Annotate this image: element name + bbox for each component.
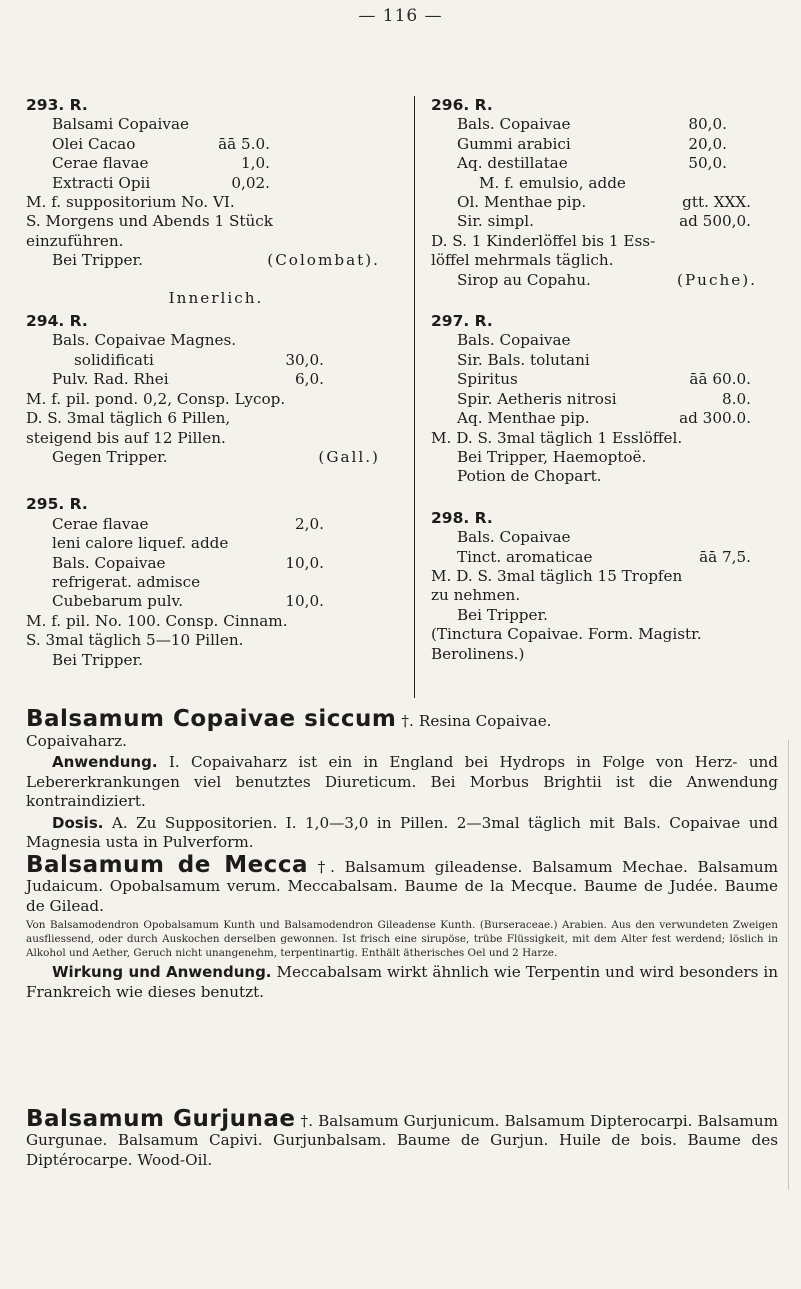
- ingredient-amount: 20,0.: [688, 134, 727, 153]
- ingredient-amount: āā 60.0.: [689, 370, 751, 389]
- recipe-number: 293. R.: [26, 96, 88, 114]
- recipe-number: 294. R.: [26, 312, 88, 331]
- synonyms: Copaivaharz.: [26, 732, 127, 750]
- recipe-number: 295. R.: [26, 495, 88, 514]
- ingredient-row: [26, 515, 324, 534]
- use-row: [26, 448, 380, 467]
- instruction: löffel mehrmals täglich.: [431, 251, 614, 270]
- author: (Puche).: [677, 270, 757, 289]
- ingredient-name: Cerae flavae: [52, 154, 149, 173]
- use-row: [26, 251, 380, 270]
- ingredient-row: [431, 548, 751, 567]
- recipe-296: [431, 96, 783, 290]
- ingredient-amount: ad 500,0.: [679, 212, 751, 231]
- instruction: zu nehmen.: [431, 586, 521, 605]
- ingredient-row: [26, 592, 324, 611]
- indication: Sirop au Copahu.: [457, 270, 591, 289]
- ingredient: Bals. Copaivae: [457, 331, 571, 350]
- synonyms: Balsamum gileadense. Balsamum Mechae. Balsamum Judaicum. Opobalsamum verum. Meccabalsam. Baume de la Mecque. Baume de Judée. Baume de Gilead.: [26, 858, 779, 915]
- ingredient-row: [431, 390, 751, 409]
- ingredient-name: Aq. destillatae: [457, 154, 568, 173]
- ingredient-amount: 2,0.: [295, 514, 324, 533]
- instruction: S. 3mal täglich 5—10 Pillen.: [26, 631, 244, 650]
- ingredient: refrigerat. admisce: [52, 572, 201, 591]
- ingredient: Bals. Copaivae: [457, 528, 571, 547]
- ingredient-amount: 80,0.: [688, 115, 727, 134]
- section-heading: Balsamum de Mecca: [26, 852, 308, 878]
- instruction: S. Morgens und Abends 1 Stück: [26, 212, 273, 231]
- ingredient: leni calore liquef. adde: [52, 534, 229, 553]
- section-mecca: [26, 852, 779, 1002]
- indication: Bei Tripper.: [52, 251, 143, 270]
- ingredient-row: [431, 370, 751, 389]
- section-copaivae-siccum: [26, 706, 778, 852]
- ingredient-amount: 10,0.: [285, 592, 324, 611]
- instruction: M. D. S. 3mal täglich 15 Tropfen: [431, 566, 683, 585]
- ingredient-amount: āā 7,5.: [699, 547, 751, 566]
- section-intro: [26, 1106, 779, 1170]
- recipe-297: [431, 312, 783, 487]
- recipe-298: [431, 509, 783, 664]
- ingredient-amount: 8.0.: [722, 389, 751, 408]
- instruction: steigend bis auf 12 Pillen.: [26, 428, 226, 447]
- ingredient-amount: 1,0.: [241, 154, 270, 173]
- ingredient-row: [431, 115, 727, 134]
- ingredient-name: solidificati: [74, 350, 154, 369]
- ingredient-amount: 6,0.: [295, 370, 324, 389]
- ingredient-row: [26, 135, 270, 154]
- ingredient-row: [26, 154, 270, 173]
- ingredient-amount: 0,02.: [231, 173, 270, 192]
- paragraph-dosis: [26, 814, 778, 853]
- ingredient-amount: āā 5.0.: [218, 134, 270, 153]
- use-row: [431, 271, 757, 290]
- recipe-294: [26, 312, 406, 467]
- instruction: einzuführen.: [26, 231, 124, 250]
- instruction: M. D. S. 3mal täglich 1 Esslöffel.: [431, 428, 683, 447]
- recipe-number: 298. R.: [431, 508, 493, 527]
- instruction: M. f. pil. pond. 0,2, Consp. Lycop.: [26, 389, 286, 408]
- label-anwendung: Anwendung.: [52, 753, 158, 772]
- ingredient-row: [431, 154, 727, 173]
- ingredient-name: Extracti Opii: [52, 173, 151, 192]
- section-heading: Balsamum Gurjunae: [26, 1106, 296, 1132]
- ingredient: Balsami Copaivae: [52, 115, 190, 134]
- page-edge-rule: [788, 740, 789, 1190]
- dagger-mark: †.: [401, 712, 414, 730]
- subheading-innerlich: Innerlich.: [168, 288, 264, 307]
- ingredient-row: [26, 174, 270, 193]
- formula-name: Berolinens.): [431, 644, 525, 663]
- ingredient-row: [431, 212, 751, 231]
- right-column: [431, 96, 783, 682]
- section-heading: Balsamum Copaivae siccum: [26, 706, 397, 732]
- ingredient-row: [431, 193, 751, 212]
- ingredient-name: Pulv. Rad. Rhei: [52, 370, 169, 389]
- ingredient-row: [26, 554, 324, 573]
- indication: Bei Tripper, Haemoptoë.: [457, 447, 647, 466]
- dagger-mark: †.: [300, 1112, 314, 1130]
- label-dosis: Dosis.: [52, 813, 104, 832]
- ingredient-name: Spiritus: [457, 370, 518, 389]
- section-intro: [26, 852, 779, 916]
- dagger-mark: †.: [317, 858, 335, 876]
- ingredient-name: Bals. Copaivae: [457, 115, 571, 134]
- formula-name: Potion de Chopart.: [457, 467, 602, 486]
- ingredient-amount: 10,0.: [285, 553, 324, 572]
- label-wirkung: Wirkung und Anwendung.: [52, 963, 272, 982]
- ingredient-row: [26, 351, 324, 370]
- ingredient: Sir. Bals. tolutani: [457, 350, 590, 369]
- indication: Bei Tripper.: [457, 605, 548, 624]
- synonyms: Resina Copaivae.: [418, 712, 552, 730]
- ingredient-name: Gummi arabici: [457, 134, 571, 153]
- paragraph-anwendung: [26, 753, 778, 811]
- section-gurjunae: [26, 1106, 779, 1170]
- ingredient-amount: 50,0.: [688, 154, 727, 173]
- indication: Gegen Tripper.: [52, 447, 168, 466]
- instruction: M. f. pil. No. 100. Consp. Cinnam.: [26, 611, 288, 630]
- left-column: [26, 96, 406, 688]
- recipe-number: 297. R.: [431, 312, 493, 331]
- instruction: D. S. 3mal täglich 6 Pillen,: [26, 409, 231, 428]
- text-dosis: A. Zu Suppositorien. I. 1,0—3,0 in Pillen. 2—3mal täglich mit Bals. Copaivae und Magnesia usta in Pulverform.: [26, 813, 778, 852]
- ingredient-name: Sir. simpl.: [457, 212, 534, 231]
- formula-name: (Tinctura Copaivae. Form. Magistr.: [431, 625, 702, 644]
- description-small: Von Balsamodendron Opobalsamum Kunth und Balsamodendron Gileadense Kunth. (Burseraceae.) Arabien. Aus den verwundeten Zweigen ausfliessend, oder durch Auskochen derselben gewonnen. Ist frisch eine sirupöse, trübe Flüssigkeit, mit dem Alter fest werdend; löslich in Alkohol und Aether, Geruch nicht unangenehm, terpentinartig. Enthält ätherisches Oel und 2 Harze.: [26, 919, 778, 960]
- instruction: D. S. 1 Kinderlöffel bis 1 Ess-: [431, 231, 656, 250]
- ingredient-name: Aq. Menthae pip.: [457, 409, 590, 428]
- recipe-295: [26, 495, 406, 670]
- synonyms: Balsamum Gurjunicum. Balsamum Dipterocarpi. Balsamum Gurgunae. Balsamum Capivi. Gurjunbalsam. Baume de Gurjun. Huile de bois. Baume des Diptérocarpe. Wood-Oil.: [26, 1112, 779, 1169]
- ingredient-name: Tinct. aromaticae: [457, 547, 593, 566]
- recipe-293: [26, 96, 406, 271]
- ingredient: Bals. Copaivae Magnes.: [52, 331, 237, 350]
- ingredient-row: [26, 370, 324, 389]
- recipe-number: 296. R.: [431, 96, 493, 114]
- ingredient: M. f. emulsio, adde: [479, 173, 626, 192]
- ingredient-name: Bals. Copaivae: [52, 553, 166, 572]
- ingredient-name: Cerae flavae: [52, 514, 149, 533]
- ingredient-amount: gtt. XXX.: [682, 193, 751, 212]
- ingredient-row: [431, 409, 751, 428]
- ingredient-name: Olei Cacao: [52, 134, 136, 153]
- ingredient-name: Ol. Menthae pip.: [457, 193, 587, 212]
- paragraph-wirkung: [26, 963, 778, 1002]
- text-anwendung: I. Copaivaharz ist ein in England bei Hydrops in Folge von Herz- und Lebererkrankungen viel benutztes Diureticum. Bei Morbus Brightii ist die Anwendung kontraindiziert.: [26, 753, 779, 811]
- text-wirkung: Meccabalsam wirkt ähnlich wie Terpentin und wird besonders in Frankreich wie dieses benutzt.: [26, 963, 778, 1001]
- indication: Bei Tripper.: [52, 650, 143, 669]
- ingredient-amount: ad 300.0.: [679, 409, 751, 428]
- instruction: M. f. suppositorium No. VI.: [26, 193, 235, 212]
- ingredient-row: [431, 135, 727, 154]
- column-divider: [414, 96, 415, 698]
- page-number: — 116 —: [358, 6, 443, 26]
- ingredient-name: Spir. Aetheris nitrosi: [457, 389, 617, 408]
- author: (Gall.): [318, 447, 380, 466]
- author: (Colombat).: [267, 251, 380, 270]
- ingredient-name: Cubebarum pulv.: [52, 592, 184, 611]
- section-header: [26, 706, 778, 732]
- ingredient-amount: 30,0.: [285, 350, 324, 369]
